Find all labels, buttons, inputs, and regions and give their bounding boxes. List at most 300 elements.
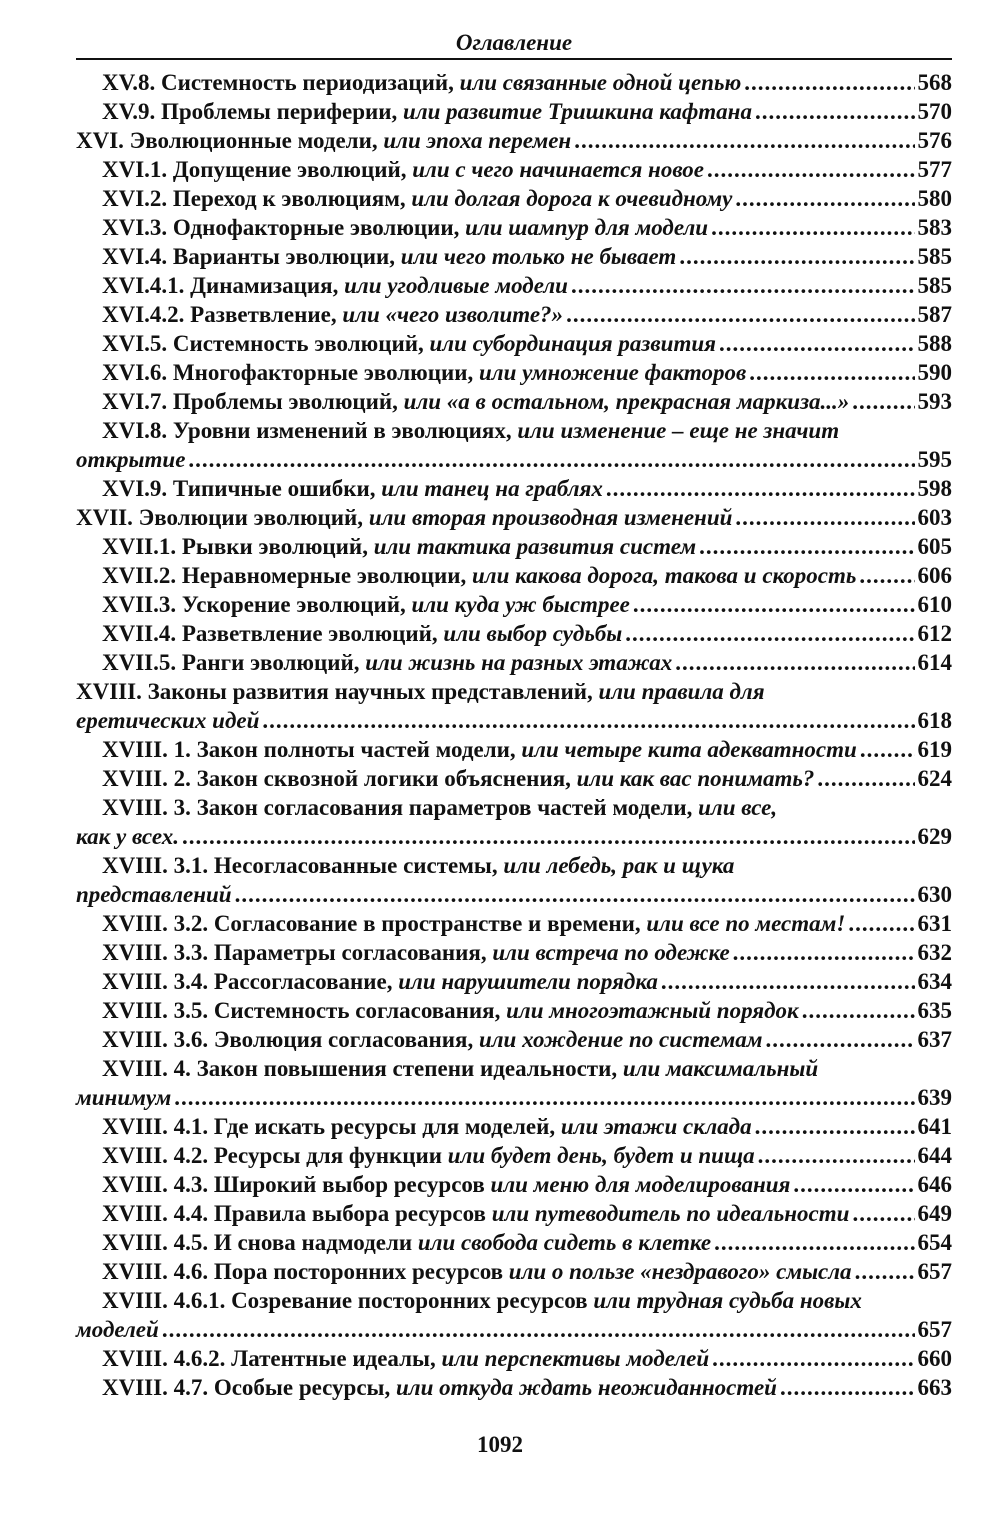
toc-entry-text	[102, 329, 716, 358]
toc-entry	[76, 764, 952, 793]
page-number: 1092	[477, 1432, 523, 1457]
toc-entry-line	[102, 1141, 952, 1170]
toc-entry-subtitle: или умножение факторов	[479, 360, 747, 385]
toc-entry-text	[102, 619, 622, 648]
toc-entry-text	[102, 967, 658, 996]
toc-entry-title: XVI.4. Варианты эволюции,	[102, 244, 395, 269]
toc-entry-text	[76, 880, 232, 909]
leader-dots	[749, 358, 914, 387]
toc-entry-subtitle: или танец на граблях	[381, 476, 603, 501]
toc-entry-page: 606	[917, 563, 952, 588]
toc-entry-page: 603	[917, 505, 952, 530]
toc-entry	[76, 1141, 952, 1170]
leader-dots	[707, 155, 914, 184]
toc-entry-line	[102, 764, 952, 793]
toc-entry-text	[102, 387, 849, 416]
toc-entry-text	[102, 793, 777, 822]
leader-dots	[765, 1025, 914, 1054]
toc-entry-line	[76, 880, 952, 909]
toc-entry-text	[102, 938, 730, 967]
toc-entry-title: XVIII. Законы развития научных представлений,	[76, 679, 593, 704]
toc-entry-text	[102, 1373, 777, 1402]
toc-entry-subtitle: или этажи склада	[560, 1114, 752, 1139]
toc-entry-title: XVI.7. Проблемы эволюций,	[102, 389, 398, 414]
toc-entry-line	[102, 387, 952, 416]
toc-entry	[76, 851, 952, 909]
toc-entry-title: XVI.1. Допущение эволюций,	[102, 157, 407, 182]
toc-entry-text	[102, 213, 708, 242]
toc-entry-page: 632	[917, 940, 952, 965]
toc-entry-line	[76, 1083, 952, 1112]
leader-dots	[712, 1344, 914, 1373]
toc-entry	[76, 1344, 952, 1373]
leader-dots	[848, 909, 914, 938]
toc-entry-subtitle: или свобода сидеть в клетке	[417, 1230, 712, 1255]
toc-entry-text	[76, 445, 185, 474]
toc-entry-page: 619	[917, 737, 952, 762]
toc-entry-title: XVI. Эволюционные модели,	[76, 128, 378, 153]
toc-entry-subtitle: или многоэтажный порядок	[506, 998, 799, 1023]
toc-entry-line	[102, 271, 952, 300]
toc-entry-title: XVIII. 3.1. Несогласованные системы,	[102, 853, 498, 878]
toc-entry-text	[102, 68, 741, 97]
toc-entry-subtitle: или чего только не бывает	[400, 244, 677, 269]
leader-dots	[661, 967, 915, 996]
toc-entry-title: XVII.4. Разветвление эволюций,	[102, 621, 438, 646]
leader-dots	[802, 996, 915, 1025]
toc-entry-title: XVI.8. Уровни изменений в эволюциях,	[102, 418, 512, 443]
toc-entry	[76, 213, 952, 242]
toc-entry-subtitle: или эпоха перемен	[383, 128, 572, 153]
toc-entry-line	[102, 851, 952, 880]
toc-entry-text	[76, 1083, 171, 1112]
toc-entry-line	[102, 474, 952, 503]
toc-entry-page: 580	[917, 186, 952, 211]
toc-entry-line	[102, 967, 952, 996]
toc-entry-line	[102, 358, 952, 387]
toc-entry-line	[76, 1315, 952, 1344]
leader-dots	[188, 445, 914, 474]
toc-entry-subtitle: или все по местам!	[646, 911, 846, 936]
toc-entry-title: XVIII. 4. Закон повышения степени идеальности,	[102, 1056, 618, 1081]
toc-entry-line	[76, 503, 952, 532]
toc-entry	[76, 1112, 952, 1141]
toc-entry-title: XVI.6. Многофакторные эволюции,	[102, 360, 474, 385]
toc-entry-line	[102, 416, 952, 445]
toc-entry-text	[102, 1112, 752, 1141]
toc-entry-title: XVIII. 4.4. Правила выбора ресурсов	[102, 1201, 486, 1226]
toc-entry-subtitle: или шампур для модели	[465, 215, 709, 240]
toc-entry-line	[76, 706, 952, 735]
toc-entry-subtitle: или меню для моделирования	[490, 1172, 791, 1197]
toc-entry-line	[102, 1228, 952, 1257]
toc-entry-title: XVIII. 3.5. Системность согласования,	[102, 998, 501, 1023]
toc-entry-page: 629	[917, 824, 952, 849]
toc-entry-text	[102, 1141, 755, 1170]
leader-dots	[852, 1199, 914, 1228]
toc-entry-text	[102, 1025, 762, 1054]
toc-entry-page: 568	[917, 70, 952, 95]
toc-entry-line	[76, 822, 952, 851]
toc-entry-subtitle: или будет день, будет и пища	[447, 1143, 755, 1168]
toc-entry-continuation: представлений	[76, 882, 232, 907]
leader-dots	[571, 271, 915, 300]
leader-dots	[793, 1170, 914, 1199]
leader-dots	[860, 735, 915, 764]
toc-entry-subtitle: или изменение – еще не значит	[517, 418, 840, 443]
leader-dots	[574, 126, 914, 155]
toc-entry-line	[102, 1199, 952, 1228]
toc-entry-text	[102, 271, 568, 300]
toc-entry-page: 644	[917, 1143, 952, 1168]
toc-entry	[76, 1286, 952, 1344]
leader-dots	[235, 880, 915, 909]
toc-entry-line	[76, 126, 952, 155]
toc-entry-text	[102, 648, 672, 677]
toc-entry-line	[102, 793, 952, 822]
toc-entry-line	[102, 213, 952, 242]
leader-dots	[566, 300, 914, 329]
toc-entry-text	[102, 909, 845, 938]
toc-entry-line	[102, 1054, 952, 1083]
toc-entry-subtitle: или долгая дорога к очевидному	[411, 186, 733, 211]
toc-entry-page: 649	[917, 1201, 952, 1226]
leader-dots	[174, 1083, 914, 1112]
toc-entry-title: XVI.4.2. Разветвление,	[102, 302, 337, 327]
toc-entry	[76, 387, 952, 416]
leader-dots	[606, 474, 915, 503]
toc-entry-text	[102, 996, 799, 1025]
toc-entry-line	[102, 561, 952, 590]
toc-entry-text	[102, 764, 814, 793]
toc-entry-line	[102, 909, 952, 938]
toc-entry-subtitle: или четыре кита адекватности	[521, 737, 857, 762]
toc-entry	[76, 532, 952, 561]
toc-entry-text	[76, 126, 571, 155]
toc-entry-title: XVIII. 3.3. Параметры согласования,	[102, 940, 487, 965]
toc-entry-text	[102, 358, 746, 387]
leader-dots	[262, 706, 914, 735]
toc-entry-title: XVIII. 2. Закон сквозной логики объяснения,	[102, 766, 571, 791]
toc-entry-text	[102, 474, 603, 503]
toc-entry-text	[102, 300, 563, 329]
toc-entry-page: 588	[917, 331, 952, 356]
toc-entry-title: XVII.1. Рывки эволюций,	[102, 534, 368, 559]
toc-entry-subtitle: или перспективы моделей	[441, 1346, 710, 1371]
toc-entry-text	[102, 155, 704, 184]
toc-entry-subtitle: или все,	[698, 795, 778, 820]
toc-entry	[76, 677, 952, 735]
toc-entry	[76, 996, 952, 1025]
toc-entry-text	[102, 1286, 862, 1315]
toc-entry-title: XVIII. 4.7. Особые ресурсы,	[102, 1375, 391, 1400]
toc-entry-page: 634	[917, 969, 952, 994]
toc-entry-text	[76, 677, 765, 706]
toc-entry-text	[102, 97, 752, 126]
toc-entry-page: 639	[917, 1085, 952, 1110]
toc-entry-subtitle: или с чего начинается новое	[412, 157, 705, 182]
toc-entry-subtitle: или вторая производная изменений	[368, 505, 733, 530]
toc-entry-page: 637	[917, 1027, 952, 1052]
toc-entry-text	[76, 1315, 159, 1344]
toc-entry-page: 657	[917, 1259, 952, 1284]
toc-entry-title: XVII.2. Неравномерные эволюции,	[102, 563, 467, 588]
toc-entry-title: XVII.5. Ранги эволюций,	[102, 650, 360, 675]
header-title: Оглавление	[455, 30, 573, 55]
toc-entry	[76, 1054, 952, 1112]
toc-entry	[76, 474, 952, 503]
toc-entry-title: XVIII. 4.1. Где искать ресурсы для моделей,	[102, 1114, 556, 1139]
toc-entry-page: 614	[917, 650, 952, 675]
leader-dots	[744, 68, 914, 97]
toc-entry-title: XVI.4.1. Динамизация,	[102, 273, 339, 298]
leader-dots	[755, 97, 915, 126]
toc-entry-line	[102, 619, 952, 648]
toc-entry	[76, 938, 952, 967]
toc-entry-title: XVIII. 4.5. И снова надмодели	[102, 1230, 413, 1255]
toc-entry-title: XVIII. 4.6. Пора посторонних ресурсов	[102, 1259, 504, 1284]
toc-entry	[76, 619, 952, 648]
toc-entry-line	[102, 532, 952, 561]
toc-entry-page: 583	[917, 215, 952, 240]
toc-entry-title: XVIII. 1. Закон полноты частей модели,	[102, 737, 516, 762]
toc-entry-page: 595	[917, 447, 952, 472]
leader-dots	[755, 1112, 915, 1141]
toc-entry-line	[102, 1170, 952, 1199]
toc-entry-page: 641	[917, 1114, 952, 1139]
toc-entry-title: XVI.3. Однофакторные эволюции,	[102, 215, 460, 240]
leader-dots	[633, 590, 915, 619]
toc-entry-text	[102, 242, 676, 271]
toc-entry-line	[102, 648, 952, 677]
toc-entry-subtitle: или правила для	[598, 679, 765, 704]
toc-entry	[76, 561, 952, 590]
toc-entry-continuation: минимум	[76, 1085, 172, 1110]
toc-entry	[76, 1228, 952, 1257]
toc-entry-title: XVIII. 4.3. Широкий выбор ресурсов	[102, 1172, 485, 1197]
leader-dots	[758, 1141, 915, 1170]
leader-dots	[719, 329, 915, 358]
toc-entry	[76, 242, 952, 271]
toc-entry-title: XVII. Эволюции эволюций,	[76, 505, 364, 530]
toc-entry-page: 590	[917, 360, 952, 385]
leader-dots	[675, 648, 914, 677]
toc-entry-title: XVIII. 4.6.1. Созревание посторонних ресурсов	[102, 1288, 588, 1313]
toc-entry-page: 646	[917, 1172, 952, 1197]
toc-entry	[76, 271, 952, 300]
toc-entry-line	[102, 1257, 952, 1286]
toc-entry-page: 657	[917, 1317, 952, 1342]
toc-entry-page: 660	[917, 1346, 952, 1371]
leader-dots	[852, 387, 914, 416]
toc-entry-line	[102, 68, 952, 97]
toc-entry	[76, 1199, 952, 1228]
toc-entry-page: 576	[917, 128, 952, 153]
toc-entry-text	[102, 851, 734, 880]
toc-entry-title: XVII.3. Ускорение эволюций,	[102, 592, 406, 617]
toc-entry-page: 635	[917, 998, 952, 1023]
leader-dots	[711, 213, 914, 242]
toc-entry-subtitle: или о пользе «нездравого» смысла	[508, 1259, 852, 1284]
toc-entry-subtitle: или откуда ждать неожиданностей	[395, 1375, 777, 1400]
toc-entry-text	[102, 1199, 849, 1228]
toc-entry-title: XVIII. 4.6.2. Латентные идеалы,	[102, 1346, 436, 1371]
toc-entry-subtitle: или куда уж быстрее	[411, 592, 630, 617]
toc-entry-line	[102, 996, 952, 1025]
toc-entry	[76, 184, 952, 213]
leader-dots	[182, 822, 915, 851]
leader-dots	[859, 561, 914, 590]
toc-entry	[76, 97, 952, 126]
toc-entry-title: XVI.9. Типичные ошибки,	[102, 476, 376, 501]
toc-entry	[76, 1170, 952, 1199]
toc-entry	[76, 126, 952, 155]
toc-entry-page: 593	[917, 389, 952, 414]
toc-entry-line	[102, 155, 952, 184]
toc-entry	[76, 967, 952, 996]
toc-entry-text	[102, 590, 630, 619]
toc-entry	[76, 503, 952, 532]
toc-entry-line	[76, 677, 952, 706]
toc-entry-text	[102, 1257, 852, 1286]
toc-entry	[76, 300, 952, 329]
toc-entry-page: 577	[917, 157, 952, 182]
toc-entry-line	[102, 184, 952, 213]
toc-entry	[76, 329, 952, 358]
toc-entry-subtitle: или лебедь, рак и щука	[503, 853, 735, 878]
toc-entry-line	[102, 1344, 952, 1373]
toc-entry-subtitle: или связанные одной цепью	[459, 70, 742, 95]
toc-entry-text	[76, 822, 179, 851]
toc-entry-line	[76, 445, 952, 474]
toc-entry-page: 612	[917, 621, 952, 646]
toc-entry-line	[102, 97, 952, 126]
toc-entry-text	[102, 416, 839, 445]
toc-entry-subtitle: или встреча по одежке	[492, 940, 730, 965]
toc-entry-subtitle: или «а в остальном, прекрасная маркиза...»	[403, 389, 850, 414]
toc-entry-page: 598	[917, 476, 952, 501]
toc-entry-page: 631	[917, 911, 952, 936]
toc-entry-title: XV.9. Проблемы периферии,	[102, 99, 398, 124]
toc-entry-subtitle: или какова дорога, такова и скорость	[471, 563, 857, 588]
toc-entry	[76, 909, 952, 938]
toc-entry-subtitle: или хождение по системам	[478, 1027, 763, 1052]
toc-entry-text	[102, 1170, 790, 1199]
toc-entry-continuation: моделей	[76, 1317, 159, 1342]
toc-entry-text	[102, 1228, 711, 1257]
header-rule	[76, 58, 952, 60]
toc-entry-text	[76, 706, 259, 735]
toc-entry-text	[102, 532, 696, 561]
toc-entry	[76, 1025, 952, 1054]
leader-dots	[679, 242, 914, 271]
toc-entry-page: 663	[917, 1375, 952, 1400]
leader-dots	[162, 1315, 915, 1344]
toc-entry-page: 585	[917, 244, 952, 269]
toc-entry-subtitle: или максимальный	[622, 1056, 819, 1081]
leader-dots	[735, 184, 914, 213]
toc-entry-subtitle: или выбор судьбы	[443, 621, 623, 646]
toc-entry	[76, 735, 952, 764]
toc-entry-subtitle: или жизнь на разных этажах	[365, 650, 673, 675]
toc-entry-page: 570	[917, 99, 952, 124]
toc-entry	[76, 155, 952, 184]
toc-entry-subtitle: или развитие Тришкина кафтана	[403, 99, 752, 124]
toc-entry-subtitle: или тактика развития систем	[373, 534, 697, 559]
toc-entry-text	[102, 184, 732, 213]
toc-entry-subtitle: или путеводитель по идеальности	[491, 1201, 850, 1226]
toc-entry-title: XVI.2. Переход к эволюциям,	[102, 186, 406, 211]
leader-dots	[735, 503, 914, 532]
toc-entry-line	[102, 938, 952, 967]
toc-entry-page: 587	[917, 302, 952, 327]
toc-entry	[76, 1257, 952, 1286]
toc-entry-title: XVIII. 4.2. Ресурсы для функции	[102, 1143, 443, 1168]
toc-entry	[76, 648, 952, 677]
toc-entry-title: XVIII. 3.2. Согласование в пространстве и времени,	[102, 911, 641, 936]
toc-entry-text	[102, 561, 856, 590]
toc-entry-line	[102, 735, 952, 764]
toc-entry	[76, 68, 952, 97]
toc-entry-title: XVIII. 3.4. Рассогласование,	[102, 969, 393, 994]
toc-entry-text	[76, 503, 732, 532]
toc-entry-title: XVI.5. Системность эволюций,	[102, 331, 424, 356]
leader-dots	[817, 764, 914, 793]
toc-entry-subtitle: или угодливые модели	[344, 273, 568, 298]
toc-entry-page: 630	[917, 882, 952, 907]
toc-entry-title: XVIII. 3. Закон согласования параметров частей модели,	[102, 795, 693, 820]
toc-entry-line	[102, 300, 952, 329]
toc-entry-subtitle: или трудная судьба новых	[593, 1288, 862, 1313]
toc-entry-continuation: еретических идей	[76, 708, 260, 733]
toc-entry-line	[102, 329, 952, 358]
toc-entry	[76, 1373, 952, 1402]
leader-dots	[780, 1373, 915, 1402]
toc-entry	[76, 416, 952, 474]
toc-entry-text	[102, 735, 857, 764]
toc-entry-title: XVIII. 3.6. Эволюция согласования,	[102, 1027, 474, 1052]
page-header	[76, 30, 952, 60]
toc-entry	[76, 590, 952, 619]
toc-entry	[76, 358, 952, 387]
toc-entry-line	[102, 242, 952, 271]
toc-entry-line	[102, 1286, 952, 1315]
toc-entry-text	[102, 1054, 818, 1083]
toc-entry-subtitle: или субординация развития	[429, 331, 716, 356]
toc-entry-title: XV.8. Системность периодизаций,	[102, 70, 454, 95]
toc-entry-text	[102, 1344, 709, 1373]
toc-entry-line	[102, 1112, 952, 1141]
toc-entry-line	[102, 590, 952, 619]
toc-entry	[76, 793, 952, 851]
toc-entry-subtitle: или как вас понимать?	[576, 766, 815, 791]
toc-entry-page: 605	[917, 534, 952, 559]
toc-entry-subtitle: или нарушители порядка	[398, 969, 658, 994]
toc-entry-line	[102, 1373, 952, 1402]
table-of-contents	[76, 68, 952, 1402]
toc-entry-page: 618	[917, 708, 952, 733]
toc-entry-page: 610	[917, 592, 952, 617]
toc-entry-line	[102, 1025, 952, 1054]
leader-dots	[714, 1228, 914, 1257]
toc-entry-page: 624	[917, 766, 952, 791]
toc-entry-subtitle: или «чего изволите?»	[342, 302, 564, 327]
leader-dots	[733, 938, 915, 967]
toc-entry-page: 585	[917, 273, 952, 298]
leader-dots	[855, 1257, 915, 1286]
toc-entry-page: 654	[917, 1230, 952, 1255]
leader-dots	[625, 619, 914, 648]
